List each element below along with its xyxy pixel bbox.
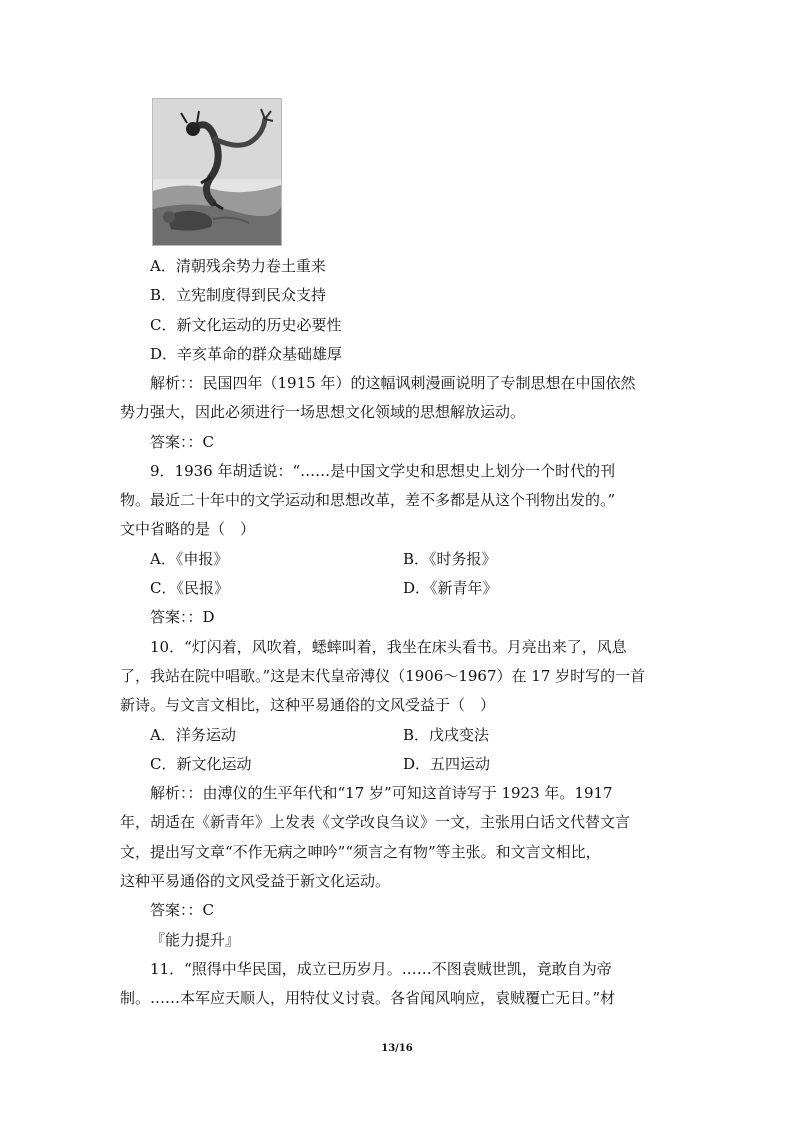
q10-stem-line-3: 新诗。与文言文相比，这种平易通俗的文风受益于（ ）	[120, 696, 496, 714]
q8-answer: 答案：：C	[150, 433, 214, 451]
q10-analysis-line-2: 年，胡适在《新青年》上发表《文学改良刍议》一文，主张用白话文代替文言	[120, 813, 631, 831]
q8-analysis-line-2: 势力强大，因此必须进行一场思想文化领域的思想解放运动。	[120, 403, 526, 421]
section-title: 『能力提升』	[150, 931, 241, 949]
q10-option-c: C．新文化运动	[150, 755, 252, 773]
q10-option-b: B．戊戌变法	[403, 726, 490, 744]
q10-option-a: A．洋务运动	[150, 726, 236, 744]
q11-stem-line-1: 11．“照得中华民国，成立已历岁月。……不图袁贼世凯，竟敢自为帝	[150, 960, 612, 978]
q9-stem-line-1: 9．1936 年胡适说：“……是中国文学史和思想史上划分一个时代的刊	[150, 462, 616, 480]
q9-stem-line-3: 文中省略的是（ ）	[120, 520, 256, 538]
q8-option-b: B．立宪制度得到民众支持	[150, 286, 327, 304]
q10-analysis-line-4: 这种平易通俗的文风受益于新文化运动。	[120, 872, 391, 890]
cartoon-drawing	[153, 99, 281, 245]
q10-stem-line-1: 10．“灯闪着，风吹着，蟋蟀叫着，我坐在床头看书。月亮出来了，风息	[150, 638, 627, 656]
q8-analysis-line-1: 解析：：民国四年（1915 年）的这幅讽刺漫画说明了专制思想在中国依然	[150, 374, 636, 392]
q10-answer: 答案：：C	[150, 901, 214, 919]
q10-option-d: D．五四运动	[403, 755, 491, 773]
q8-option-d: D．辛亥革命的群众基础雄厚	[150, 345, 343, 363]
q9-answer: 答案：：D	[150, 608, 215, 626]
q11-stem-line-2: 制。……本军应天顺人，用特仗义讨袁。各省闻风响应，袁贼覆亡无日。”材	[120, 989, 616, 1007]
satirical-cartoon-image	[152, 98, 282, 246]
q9-option-b: B．《时务报》	[403, 550, 497, 568]
q10-analysis-line-1: 解析：：由溥仪的生平年代和“17 岁”可知这首诗写于 1923 年。1917	[150, 784, 613, 802]
q9-option-c: C．《民报》	[150, 579, 229, 597]
q9-stem-line-2: 物。最近二十年中的文学运动和思想改革，差不多都是从这个刊物出发的。”	[120, 491, 616, 509]
q10-analysis-line-3: 文，提出写文章“不作无病之呻吟”“须言之有物”等主张。和文言文相比，	[120, 843, 601, 861]
q10-stem-line-2: 了，我站在院中唱歌。”这是末代皇帝溥仪（1906～1967）在 17 岁时写的一首	[120, 667, 646, 685]
q9-option-d: D．《新青年》	[403, 579, 498, 597]
q8-option-a: A．清朝残余势力卷土重来	[150, 257, 326, 275]
page-number: 13/16	[381, 1043, 413, 1054]
q8-option-c: C．新文化运动的历史必要性	[150, 316, 342, 334]
q9-option-a: A．《申报》	[150, 550, 229, 568]
